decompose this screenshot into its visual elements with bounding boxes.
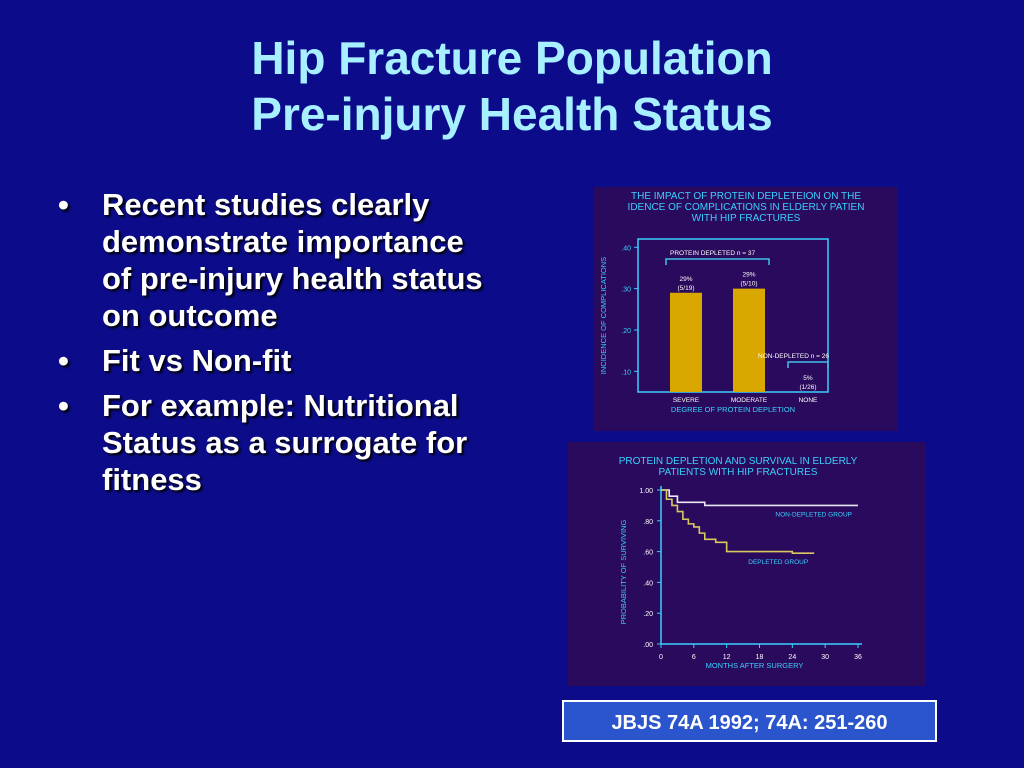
y-tick-label: .60 bbox=[643, 549, 653, 557]
bullet-text: For example: Nutritional Status as a surrogate for fitness bbox=[102, 388, 468, 497]
bullet-text: Recent studies clearly demonstrate importance of pre-injury health status on outcome bbox=[102, 187, 483, 333]
bullet-text: Fit vs Non-fit bbox=[102, 343, 292, 378]
y-tick-label: .40 bbox=[643, 580, 653, 588]
line-chart-svg bbox=[568, 442, 925, 686]
y-tick-label: .80 bbox=[643, 518, 653, 526]
y-tick-label: .30 bbox=[621, 286, 631, 294]
series-label: DEPLETED GROUP bbox=[748, 559, 809, 567]
bullet-list bbox=[58, 186, 498, 506]
x-axis-label: DEGREE OF PROTEIN DEPLETION bbox=[670, 405, 796, 414]
survival-line-chart bbox=[568, 442, 925, 686]
bullet-dot: • bbox=[58, 187, 69, 222]
y-axis-label: PROBABILITY OF SURVIVING bbox=[619, 519, 628, 625]
y-tick-label: .40 bbox=[621, 245, 631, 253]
x-axis-label: MONTHS AFTER SURGERY bbox=[705, 661, 804, 670]
y-tick-label: 1.00 bbox=[639, 488, 653, 495]
chart-title-line: PATIENTS WITH HIP FRACTURES bbox=[658, 467, 818, 478]
series-label: NON-DEPLETED GROUP bbox=[775, 511, 852, 519]
bar-data-label: (5/19) bbox=[677, 284, 695, 292]
x-tick-label: NONE bbox=[798, 397, 818, 404]
bar bbox=[733, 289, 765, 392]
bar bbox=[670, 293, 702, 392]
chart-title-line: PROTEIN DEPLETION AND SURVIVAL IN ELDERLY bbox=[618, 456, 858, 467]
title-line-1: Hip Fracture Population bbox=[251, 32, 773, 84]
slide-title bbox=[0, 30, 1024, 142]
bar-data-label: (5/10) bbox=[740, 280, 758, 288]
x-tick-label: MODERATE bbox=[730, 397, 768, 404]
group-bracket bbox=[788, 362, 828, 368]
bullet-item bbox=[58, 342, 498, 379]
bullet-item bbox=[58, 387, 498, 498]
x-tick-label: SEVERE bbox=[672, 397, 700, 404]
x-tick-label: 18 bbox=[755, 654, 764, 661]
bar-data-label: (1/26) bbox=[799, 384, 817, 391]
bullet-dot: • bbox=[58, 388, 69, 423]
x-tick-label: 36 bbox=[854, 654, 862, 661]
x-tick-label: 0 bbox=[659, 654, 663, 661]
x-tick-label: 12 bbox=[722, 654, 731, 661]
survival-series-line bbox=[661, 490, 858, 505]
complications-bar-chart bbox=[594, 187, 898, 431]
bullet-item bbox=[58, 186, 498, 334]
chart-title-line: THE IMPACT OF PROTEIN DEPLETEION ON THE bbox=[630, 191, 862, 202]
y-tick-label: .20 bbox=[621, 327, 631, 335]
survival-series-line bbox=[661, 490, 814, 553]
group-bracket bbox=[666, 259, 769, 265]
y-tick-label: .20 bbox=[643, 611, 653, 619]
reference-citation: JBJS 74A 1992; 74A: 251-260 bbox=[562, 700, 937, 742]
chart-title-line: WITH HIP FRACTURES bbox=[691, 213, 801, 224]
group-label: PROTEIN DEPLETED n = 37 bbox=[670, 250, 756, 257]
bar-data-label: 29% bbox=[679, 275, 693, 283]
bullet-dot: • bbox=[58, 343, 69, 378]
x-tick-label: 24 bbox=[788, 654, 797, 661]
y-axis-label: INCIDENCE OF COMPLICATIONS bbox=[599, 256, 608, 375]
title-line-2: Pre-injury Health Status bbox=[251, 88, 773, 140]
x-tick-label: 6 bbox=[691, 654, 696, 661]
y-tick-label: .00 bbox=[643, 642, 653, 649]
chart-title-line: IDENCE OF COMPLICATIONS IN ELDERLY PATIEN bbox=[627, 202, 865, 213]
y-tick-label: .10 bbox=[621, 369, 631, 377]
bar-data-label: 5% bbox=[803, 375, 813, 382]
x-tick-label: 30 bbox=[821, 654, 830, 661]
group-label: NON-DEPLETED n = 26 bbox=[758, 353, 829, 360]
bar-data-label: 29% bbox=[742, 271, 756, 279]
bar-chart-svg bbox=[594, 187, 898, 431]
